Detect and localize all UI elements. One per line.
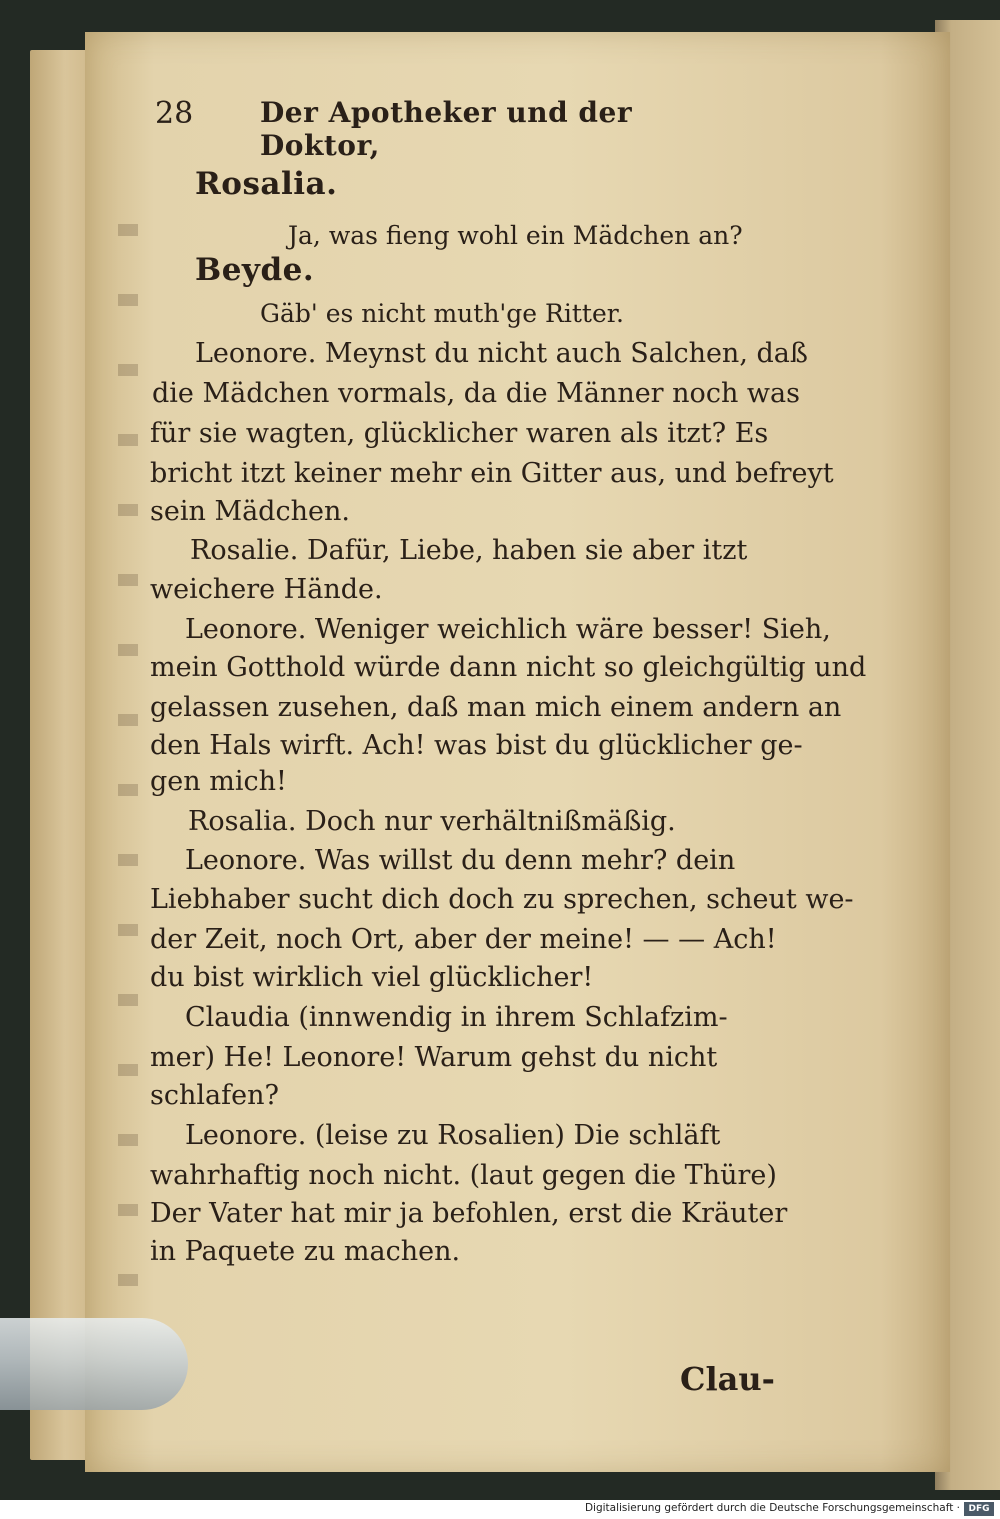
footer-credit: Digitalisierung gefördert durch die Deutsche Forschungsgemeinschaft ·: [584, 1502, 960, 1514]
text-line: für sie wagten, glücklicher waren als itzt? Es: [150, 418, 769, 449]
text-line: Der Vater hat mir ja befohlen, erst die Kräuter: [150, 1198, 788, 1229]
text-line: Claudia (innwendig in ihrem Schlafzim-: [185, 1002, 728, 1033]
text-line: Leonore. Weniger weichlich wäre besser! Sieh,: [185, 614, 831, 645]
text-line: gelassen zusehen, daß man mich einem andern an: [150, 692, 842, 723]
text-line: mein Gotthold würde dann nicht so gleichgültig und: [150, 652, 867, 683]
gutter-marks: [118, 190, 138, 1300]
text-line: den Hals wirft. Ach! was bist du glücklicher ge-: [150, 730, 803, 761]
text-line: Gäb' es nicht muth'ge Ritter.: [260, 299, 624, 328]
text-line: Rosalia. Doch nur verhältnißmäßig.: [188, 806, 676, 837]
text-line: Rosalia.: [195, 166, 338, 202]
running-title: Der Apotheker und der Doktor,: [260, 96, 633, 162]
page-number: 28: [155, 96, 194, 131]
text-line: Ja, was fieng wohl ein Mädchen an?: [288, 221, 743, 250]
text-line: Beyde.: [195, 252, 315, 288]
text-line: der Zeit, noch Ort, aber der meine! — — Ach!: [150, 924, 777, 955]
text-line: wahrhaftig noch nicht. (laut gegen die Thüre): [150, 1160, 777, 1191]
text-line: du bist wirklich viel glücklicher!: [150, 962, 594, 993]
text-line: Rosalie. Dafür, Liebe, haben sie aber itzt: [190, 535, 748, 566]
text-line: sein Mädchen.: [150, 496, 350, 527]
text-line: Leonore. Meynst du nicht auch Salchen, daß: [195, 338, 808, 369]
dfg-logo: DFG: [964, 1502, 994, 1516]
text-line: Leonore. (leise zu Rosalien) Die schläft: [185, 1120, 721, 1151]
footer-bar: [0, 1500, 1000, 1519]
text-line: weichere Hände.: [150, 574, 383, 605]
text-line: Leonore. Was willst du denn mehr? dein: [185, 845, 736, 876]
text-line: bricht itzt keiner mehr ein Gitter aus, und befreyt: [150, 458, 834, 489]
text-line: mer) He! Leonore! Warum gehst du nicht: [150, 1042, 718, 1073]
text-line: die Mädchen vormals, da die Männer noch was: [152, 378, 800, 409]
text-line: in Paquete zu machen.: [150, 1236, 461, 1267]
text-line: gen mich!: [150, 766, 287, 797]
page-header: [155, 96, 735, 162]
text-line: schlafen?: [150, 1080, 279, 1111]
catchword: Clau-: [680, 1360, 775, 1398]
text-line: Liebhaber sucht dich doch zu sprechen, scheut we-: [150, 884, 854, 915]
plastic-clip: [0, 1318, 188, 1410]
